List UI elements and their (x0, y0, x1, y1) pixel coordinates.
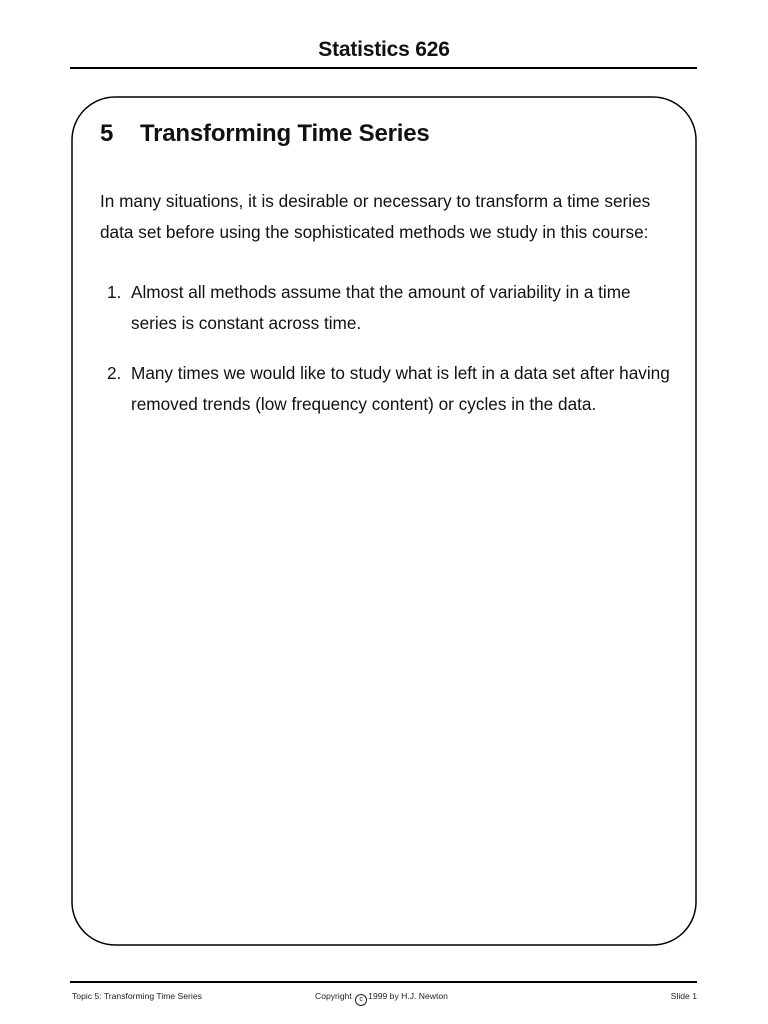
list-marker: 2. (107, 363, 122, 383)
list-marker: 1. (107, 282, 122, 302)
footer-slide-number: Slide 1 (670, 991, 697, 1001)
section-number: 5 (100, 120, 114, 147)
list-item-text: Many times we would like to study what is left in a data set after having removed trends (low frequency content) or cycles in the data. (131, 363, 670, 414)
copyright-suffix: 1999 by H.J. Newton (368, 991, 448, 1001)
footer-copyright (315, 991, 448, 1006)
section-heading (100, 120, 430, 148)
footer-topic: Topic 5: Transforming Time Series (72, 991, 202, 1001)
copyright-prefix: Copyright (315, 991, 352, 1001)
intro-paragraph: In many situations, it is desirable or necessary to transform a time series data set before using the sophisticated methods we study in this course: (100, 191, 651, 242)
copyright-symbol: c (355, 994, 367, 1006)
page-header-title: Statistics 626 (318, 38, 450, 61)
footer-rule (70, 981, 697, 983)
numbered-list (100, 277, 680, 439)
list-item (100, 358, 680, 420)
section-title: Transforming Time Series (140, 120, 430, 147)
list-item (100, 277, 680, 339)
list-item-text: Almost all methods assume that the amount of variability in a time series is constant across time. (131, 282, 631, 333)
header-rule (70, 67, 697, 69)
